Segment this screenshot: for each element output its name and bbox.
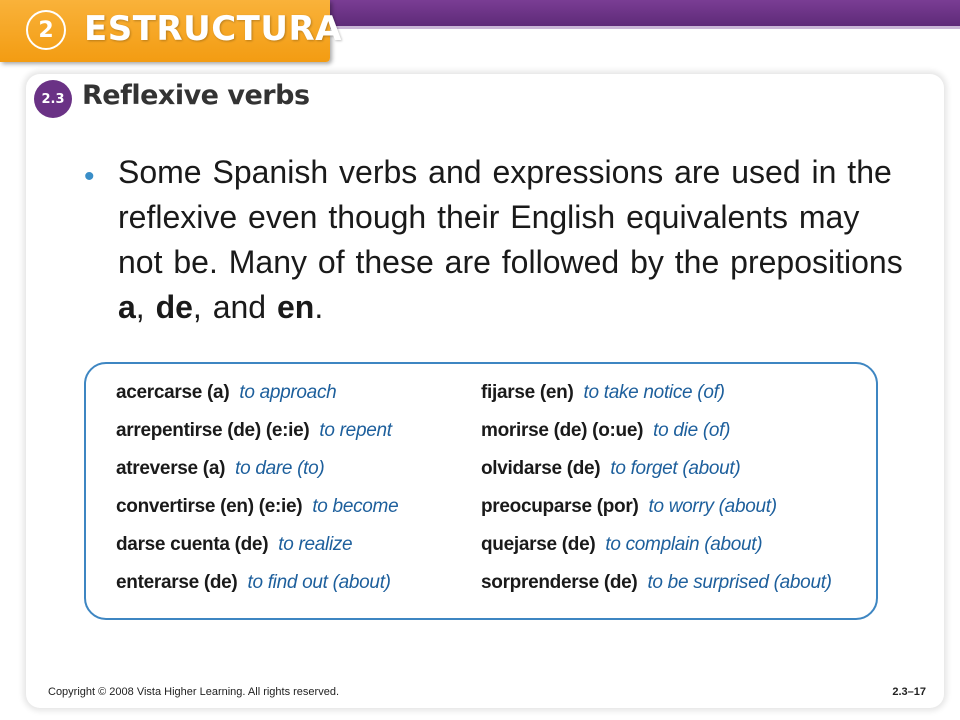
chapter-header bbox=[0, 0, 342, 62]
vocab-term: quejarse (de) bbox=[481, 534, 596, 555]
chapter-title: ESTRUCTURA bbox=[84, 9, 342, 49]
vocab-term: arrepentirse (de) (e:ie) bbox=[116, 420, 310, 441]
vocab-item bbox=[116, 568, 398, 606]
bullet-separator: , and bbox=[192, 289, 277, 325]
vocab-gloss: to repent bbox=[319, 420, 392, 441]
vocab-term: preocuparse (por) bbox=[481, 496, 639, 517]
preposition-en: en bbox=[276, 289, 315, 325]
vocab-item bbox=[481, 492, 832, 530]
vocab-item bbox=[481, 416, 832, 454]
vocab-term: olvidarse (de) bbox=[481, 458, 601, 479]
vocab-gloss: to find out (about) bbox=[247, 572, 391, 593]
vocab-item bbox=[116, 492, 398, 530]
vocab-item bbox=[116, 454, 398, 492]
vocabulary-box bbox=[84, 362, 878, 620]
copyright-notice: Copyright © 2008 Vista Higher Learning. All rights reserved. bbox=[48, 686, 340, 698]
vocab-term: morirse (de) (o:ue) bbox=[481, 420, 644, 441]
vocab-gloss: to approach bbox=[239, 382, 337, 403]
page-number: 2.3–17 bbox=[892, 686, 926, 698]
bullet-period: . bbox=[314, 289, 324, 325]
vocab-item bbox=[481, 530, 832, 568]
bullet-separator: , bbox=[135, 289, 156, 325]
chapter-number-badge: 2 bbox=[26, 10, 66, 50]
vocabulary-column-right bbox=[481, 378, 832, 606]
vocab-term: sorprenderse (de) bbox=[481, 572, 638, 593]
vocab-term: atreverse (a) bbox=[116, 458, 226, 479]
vocab-gloss: to realize bbox=[278, 534, 353, 555]
preposition-a: a bbox=[118, 289, 136, 325]
vocab-item bbox=[481, 378, 832, 416]
vocab-gloss: to worry (about) bbox=[648, 496, 777, 517]
vocab-gloss: to die (of) bbox=[653, 420, 731, 441]
bullet-text-main: Some Spanish verbs and expressions are used in the reflexive even though their English equivalents may not be. Many of these are followed by the prepositions bbox=[118, 154, 903, 280]
vocab-item bbox=[481, 454, 832, 492]
vocab-gloss: to forget (about) bbox=[610, 458, 741, 479]
vocab-gloss: to take notice (of) bbox=[583, 382, 725, 403]
vocab-term: convertirse (en) (e:ie) bbox=[116, 496, 303, 517]
bullet-icon: • bbox=[84, 160, 95, 193]
vocab-term: fijarse (en) bbox=[481, 382, 574, 403]
preposition-de: de bbox=[155, 289, 193, 325]
vocab-term: acercarse (a) bbox=[116, 382, 230, 403]
section-title: Reflexive verbs bbox=[82, 80, 310, 111]
bullet-paragraph bbox=[118, 150, 908, 330]
vocab-item bbox=[116, 530, 398, 568]
vocab-gloss: to be surprised (about) bbox=[647, 572, 832, 593]
section-number-badge: 2.3 bbox=[34, 80, 72, 118]
vocab-term: darse cuenta (de) bbox=[116, 534, 269, 555]
vocab-item bbox=[116, 378, 398, 416]
vocab-gloss: to dare (to) bbox=[235, 458, 325, 479]
vocab-item bbox=[481, 568, 832, 606]
vocabulary-column-left bbox=[116, 378, 398, 606]
vocab-gloss: to complain (about) bbox=[605, 534, 763, 555]
vocab-gloss: to become bbox=[312, 496, 399, 517]
vocab-term: enterarse (de) bbox=[116, 572, 238, 593]
vocab-item bbox=[116, 416, 398, 454]
